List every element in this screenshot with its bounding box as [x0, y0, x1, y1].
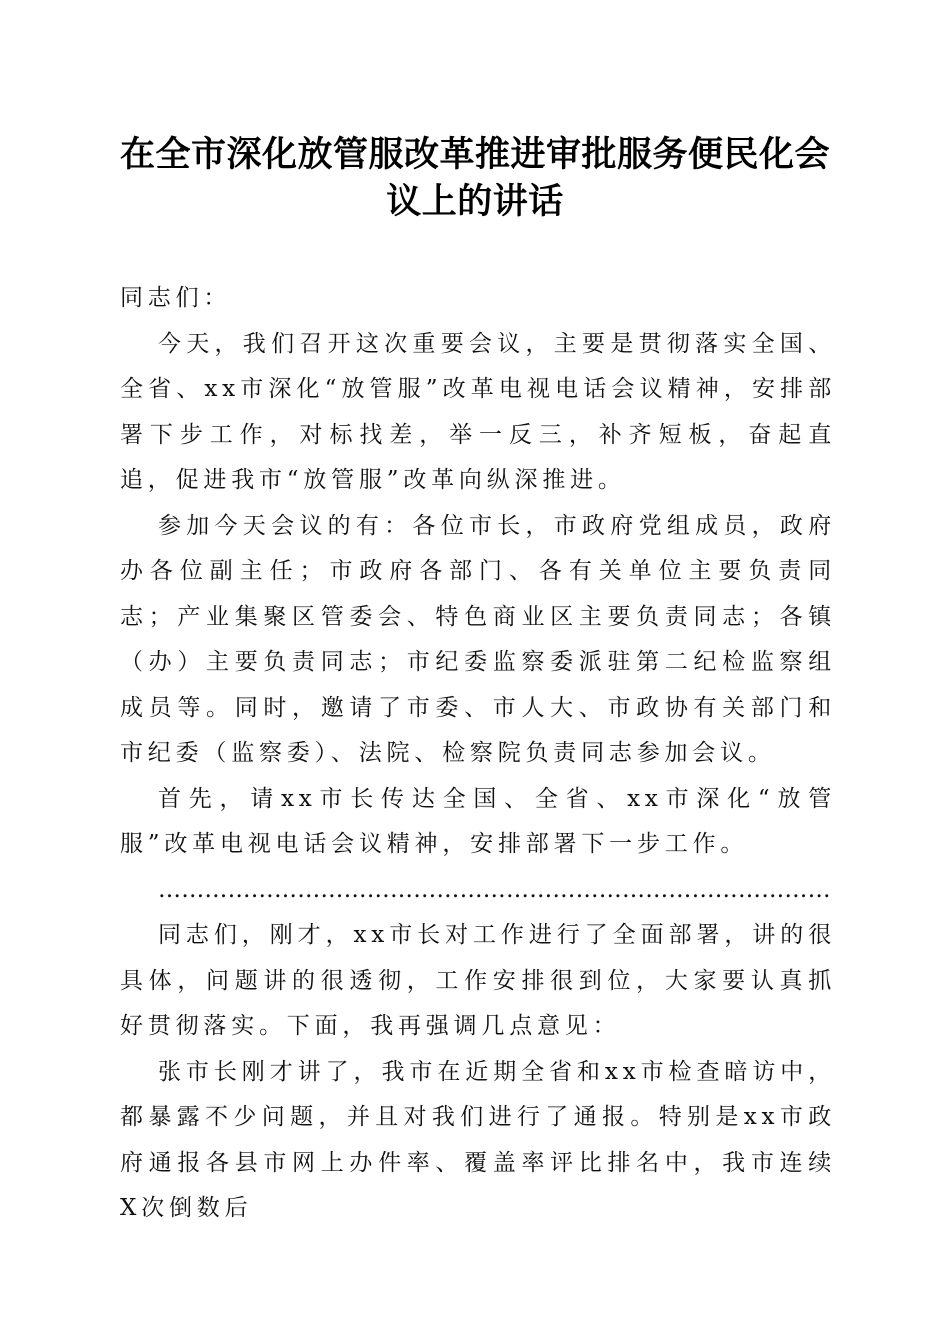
document-body	[120, 276, 836, 1232]
paragraph-3: 首先，请xx市长传达全国、全省、xx市深化“放管服”改革电视电话会议精神，安排部署下一步工作。	[120, 785, 836, 857]
separator-dots: ……………………………………………………………………………	[158, 876, 831, 903]
salutation: 同志们：	[120, 285, 232, 311]
paragraph-1: 今天，我们召开这次重要会议，主要是贯彻落实全国、全省、xx市深化“放管服”改革电视电话会议精神，安排部署下步工作，对标找差，举一反三，补齐短板，奋起直追，促进我市“放管服”改革向纵深推进。	[120, 330, 836, 493]
title-line-1: 在全市深化放管服改革推进审批服务便民化会	[119, 135, 830, 175]
title-line-2: 议上的讲话	[386, 182, 564, 222]
paragraph-4: 同志们，刚才，xx市长对工作进行了全面部署，讲的很具体，问题讲的很透彻，工作安排很到位，大家要认真抓好贯彻落实。下面，我再强调几点意见：	[120, 922, 836, 1039]
paragraph-2: 参加今天会议的有：各位市长，市政府党组成员，政府办各位副主任；市政府各部门、各有关单位主要负责同志；产业集聚区管委会、特色商业区主要负责同志；各镇（办）主要负责同志；市纪委监察委派驻第二纪检监察组成员等。同时，邀请了市委、市人大、市政协有关部门和市纪委（监察委）、法院、检察院负责同志参加会议。	[120, 512, 836, 766]
document-title	[100, 132, 850, 226]
paragraph-5: 张市长刚才讲了，我市在近期全省和xx市检查暗访中，都暴露不少问题，并且对我们进行了通报。特别是xx市政府通报各县市网上办件率、覆盖率评比排名中，我市连续X次倒数后	[120, 1058, 836, 1221]
